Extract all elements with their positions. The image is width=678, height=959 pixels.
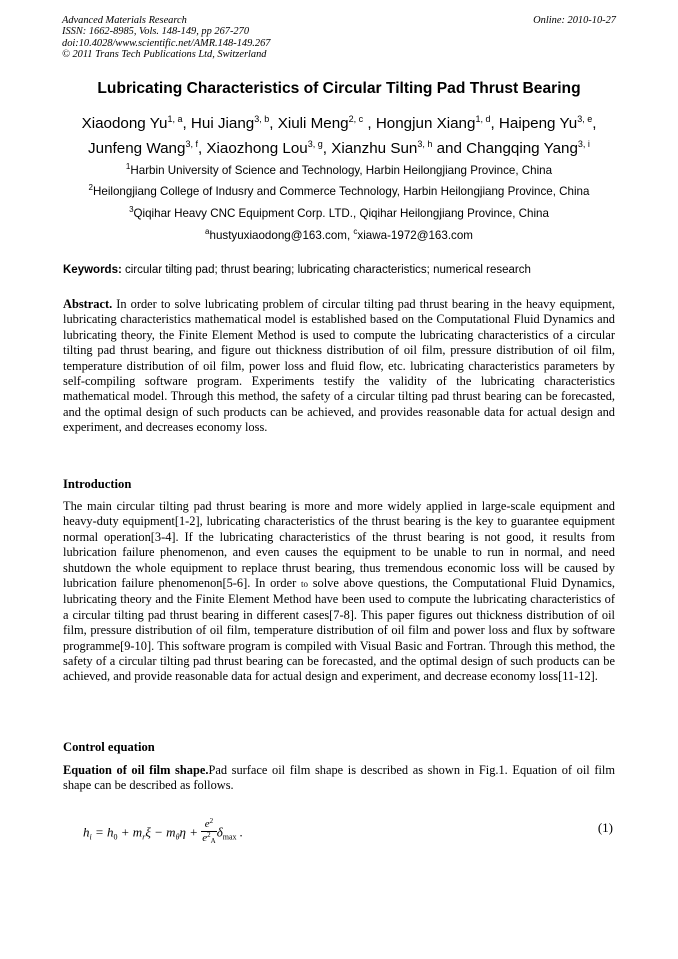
introduction-text: The main circular tilting pad thrust bearing is more and more widely applied in large-scale equipment and heavy-duty equipment[1-2], lubricating characteristics of the thrust bearing is the key to guarantee equipment normal operation[3-4]. If the lubricating characteristics of the thrust bearing is not good, it results from lubrication failure phenomenon, and even causes the equipment to be unable to run in normal, and need shutdown the whole equipment to replace thrust bearing, thus tremendous economic loss will be caused by lubrication failure phenomenon[5-6]. In order to solve above questions, the Computational Fluid Dynamics, lubricating theory and the Finite Element Method have been used to compute the lubricating characteristics of a circular tilting pad thrust bearing in different cases[7-8]. This paper figures out thickness distribution of oil film, pressure distribution of oil film, temperature distribution of oil film and power loss and flux by software programme[9-10]. This software program is compiled with Visual Basic and Fortran. Through this method, the safety of a circular tilting pad thrust bearing can be forecasted, and the optimal design of such products can be achieved, and provide reasonable data for actual design and experiment, and decrease economy loss[11-12]. bbox=[63, 499, 615, 684]
abstract bbox=[63, 297, 615, 436]
email-line: $^a$hustyuxiaodong@163.com, $^c$xiawa-1972@163.com bbox=[205, 227, 473, 242]
author: Haipeng Yu$^{3, e}$, bbox=[498, 114, 597, 132]
journal-name: Advanced Materials Research bbox=[62, 15, 187, 26]
online-date: Online: 2010-10-27 bbox=[533, 15, 616, 26]
issn-line: ISSN: 1662-8985, Vols. 148-149, pp 267-270 bbox=[62, 26, 250, 38]
author: Xianzhu Sun$^{3, h}$ and bbox=[331, 139, 467, 157]
equation-body: $h_i = h_0 + m_r\xi - m_\theta\eta$ + $\frac{e^2}{e^2_A}$ $\delta_{max}$ . bbox=[83, 817, 244, 845]
fraction: $\frac{e^2}{e^2_A}$ bbox=[202, 817, 216, 845]
keywords-label: Keywords: bbox=[63, 264, 122, 276]
affiliation-1: $^1$Harbin University of Science and Technology, Harbin Heilongjiang Province, China bbox=[125, 162, 553, 177]
author: Hui Jiang$^{3, b}$, bbox=[190, 114, 278, 132]
affiliation-3: $^3$Qiqihar Heavy CNC Equipment Corp. LTD., Qiqihar Heilongjiang Province, China bbox=[129, 205, 549, 220]
abstract-text: In order to solve lubricating problem of circular tilting pad thrust bearing in the heavy equipment, lubricating characteristics mathematical model is established based on the Computational Fluid Dynamics and lubricating theory, the Finite Element Method is used to compute the lubricating characteristics of a circular tilting pad thrust bearing, and figure out thickness distribution of oil film, pressure distribution of oil film, temperature distribution of oil film, power loss and fluid flow, etc. lubricating characteristics parameters by self-compiling software program. Experiments testify the validity of the lubricating characteristics mathematical model. Through this method, the safety of a circular tilting pad thrust bearing can be forecasted, and the optimal design of such products can be achieved, and provides reasonable data for actual design and experiment, and decreases economy loss. bbox=[63, 297, 615, 435]
keywords bbox=[63, 264, 615, 276]
author-list bbox=[40, 111, 638, 161]
keywords-text: circular tilting pad; thrust bearing; lubricating characteristics; numerical research bbox=[121, 264, 531, 276]
author: Junfeng Wang$^{3, f}$, bbox=[88, 139, 207, 157]
author: Xiaozhong Lou$^{3, g}$, bbox=[206, 139, 332, 157]
oil-film-shape-subheading: Equation of oil film shape. bbox=[63, 763, 209, 777]
author: Hongjun Xiang$^{1, d}$, bbox=[375, 114, 499, 132]
paper-title: Lubricating Characteristics of Circular Tilting Pad Thrust Bearing bbox=[97, 80, 581, 97]
oil-film-shape-paragraph: Equation of oil film shape.Pad surface oil film shape is described as shown in Fig.1. Equation of oil film shape can be described as follows. bbox=[63, 763, 615, 793]
equation-1 bbox=[83, 809, 613, 849]
affiliation-2: $^2$Heilongjiang College of Indusry and Commerce Technology, Harbin Heilongjiang Province, China bbox=[88, 183, 590, 198]
author: Changqing Yang$^{3, i}$ bbox=[466, 139, 590, 157]
copyright-line: © 2011 Trans Tech Publications Ltd, Switzerland bbox=[62, 49, 267, 61]
author: Xiuli Meng$^{2, c}$ , bbox=[277, 114, 376, 132]
author: Xiaodong Yu$^{1, a}$, bbox=[81, 114, 191, 132]
email-c[interactable]: xiawa-1972@163.com bbox=[357, 229, 473, 242]
doi-line[interactable]: doi:10.4028/www.scientific.net/AMR.148-149.267 bbox=[62, 37, 271, 49]
journal-header bbox=[62, 15, 422, 61]
introduction-heading: Introduction bbox=[63, 477, 132, 491]
email-a[interactable]: hustyuxiaodong@163.com bbox=[209, 229, 347, 242]
equation-number: (1) bbox=[597, 820, 613, 835]
control-equation-heading: Control equation bbox=[63, 740, 155, 754]
abstract-label: Abstract. bbox=[63, 297, 113, 311]
